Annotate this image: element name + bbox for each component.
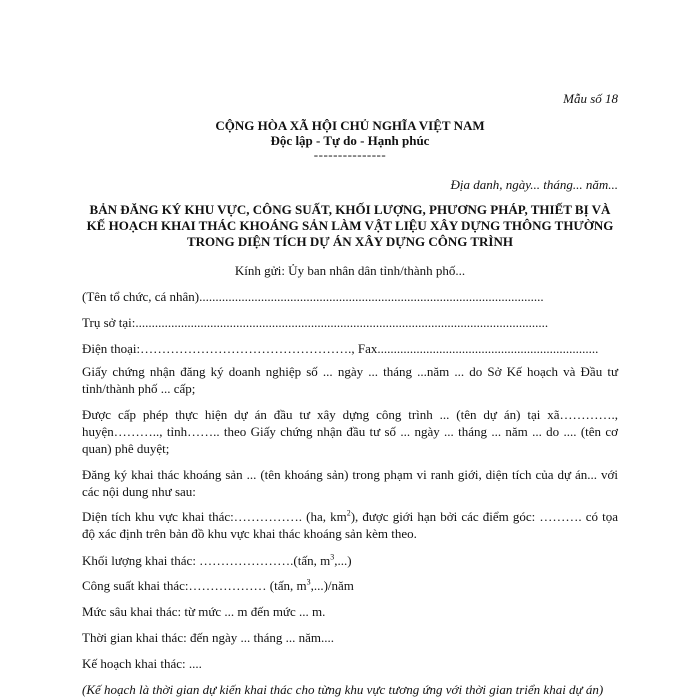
area-text-start: Diện tích khu vực khai thác:……………. (ha, km — [82, 509, 347, 524]
form-number: Mẫu số 18 — [563, 91, 618, 106]
head-office-field: Trụ sở tại:............................................................................................................................... — [82, 315, 549, 330]
capacity-unit-superscript: 3 — [306, 577, 311, 587]
registration-paragraph: Đăng ký khai thác khoáng sản ... (tên khoáng sản) trong phạm vi ranh giới, diện tích của dự án... với các nội dung như sau: — [82, 467, 618, 499]
capacity-text-start: Công suất khai thác:……………… (tấn, m — [82, 578, 307, 593]
area-paragraph — [82, 508, 618, 542]
national-title: CỘNG HÒA XÃ HỘI CHỦ NGHĨA VIỆT NAM — [215, 118, 485, 133]
volume-text-start: Khối lượng khai thác: ………………….(tấn, m — [82, 553, 331, 568]
capacity-field — [82, 577, 622, 594]
recipient-line: Kính gửi: Ủy ban nhân dân tỉnh/thành phố... — [234, 263, 466, 278]
plan-note: (Kế hoạch là thời gian dự kiến khai thác cho từng khu vực tương ứng với thời gian triển khai dự án) — [82, 682, 604, 697]
org-name-field: (Tên tổ chức, cá nhân).......................................................................................................... — [82, 289, 544, 304]
volume-text-end: ,...) — [334, 553, 352, 568]
area-unit-superscript: 2 — [346, 508, 351, 518]
depth-field: Mức sâu khai thác: từ mức ... m đến mức ... m. — [82, 604, 326, 619]
plan-field: Kế hoạch khai thác: .... — [82, 656, 202, 671]
capacity-text-end: ,...)/năm — [310, 578, 354, 593]
project-permit-paragraph: Được cấp phép thực hiện dự án đầu tư xây dựng công trình ... (tên dự án) tại xã…………., huyện……….., tỉnh…….. theo Giấy chứng nhận đầu tư số ... ngày ... tháng ... năm ... do .... (tên cơ quan) phê duyệt; — [82, 407, 618, 456]
national-motto: Độc lập - Tự do - Hạnh phúc — [270, 133, 430, 148]
volume-unit-superscript: 3 — [330, 552, 335, 562]
volume-field — [82, 552, 622, 569]
document-title: BẢN ĐĂNG KÝ KHU VỰC, CÔNG SUẤT, KHỐI LƯỢNG, PHƯƠNG PHÁP, THIẾT BỊ VÀ KẾ HOẠCH KHAI THÁC KHOÁNG SẢN LÀM VẬT LIỆU XÂY DỰNG THÔNG THƯỜNG TRONG DIỆN TÍCH DỰ ÁN XÂY DỰNG CÔNG TRÌNH — [86, 202, 614, 249]
duration-field: Thời gian khai thác: đến ngày ... tháng ... năm.... — [82, 630, 335, 645]
business-certificate-paragraph: Giấy chứng nhận đăng ký doanh nghiệp số ... ngày ... tháng ...năm ... do Sở Kế hoạch và Đầu tư tỉnh/thành phố ... cấp; — [82, 364, 618, 396]
place-date: Địa danh, ngày... tháng... năm... — [450, 177, 618, 192]
phone-fax-field: Điện thoại:…………………………………………., Fax.................................................................... — [82, 341, 599, 356]
header-divider: --------------- — [313, 147, 387, 162]
area-text-end: ), được giới hạn bởi các điểm góc: ………. có tọa độ xác định trên bản đồ khu vực khai thác khoáng sản kèm theo. — [82, 509, 618, 541]
